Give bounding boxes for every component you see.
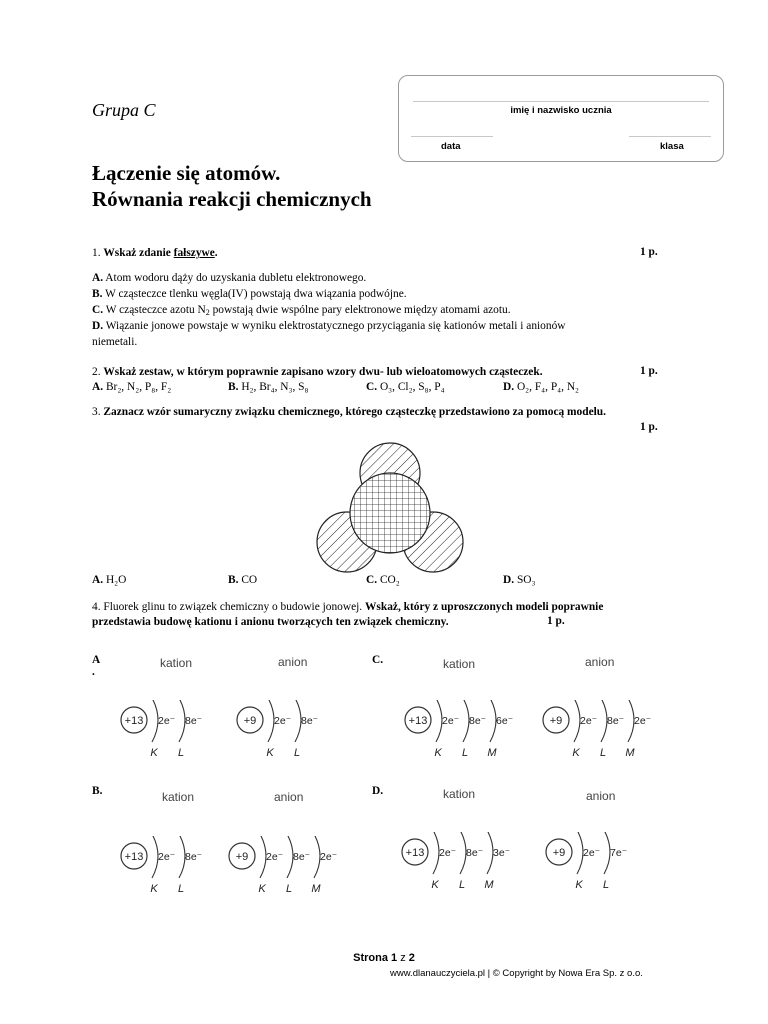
option-d-cation-diagram (399, 832, 539, 897)
q2-option-b[interactable]: B. H₂, Br₄, N₃, S₈ (228, 381, 309, 393)
nucleus-charge: +9 (243, 715, 257, 727)
copyright-line: www.dlanauczyciela.pl | © Copyright by Nowa Era Sp. z o.o. (390, 968, 643, 979)
option-c-anion-diagram (540, 700, 680, 765)
option-c-kation-label: kation (443, 657, 476, 671)
option-a-anion-label: anion (278, 655, 308, 669)
shell-electrons: 2e⁻ (583, 847, 601, 859)
date-line[interactable] (411, 136, 493, 137)
q1-points: 1 p. (640, 246, 658, 258)
q1-answer-d-cont: niemetali. (92, 336, 138, 348)
q4-prompt-line2: przedstawia budowę kationu i anionu tworzących ten związek chemiczny. (92, 616, 449, 628)
nucleus-charge: +9 (552, 847, 566, 859)
q4-option-d-letter[interactable]: D. (372, 785, 384, 797)
shell-electrons: 8e⁻ (293, 851, 311, 863)
title-line-1: Łączenie się atomów. (92, 161, 281, 185)
option-c-anion-label: anion (585, 655, 615, 669)
shell-label: L (602, 879, 610, 891)
option-a-anion-diagram (234, 700, 344, 765)
central-atom (350, 473, 430, 553)
shell-label: K (572, 747, 580, 759)
shell-label: M (487, 747, 497, 759)
shell-label: M (484, 879, 494, 891)
q4-option-a-letter[interactable]: A . (92, 654, 101, 678)
option-d-anion-label: anion (586, 789, 616, 803)
option-d-anion-diagram (543, 832, 653, 897)
option-a-cation-diagram (118, 700, 228, 765)
shell-electrons: 2e⁻ (442, 715, 460, 727)
shell-electrons: 2e⁻ (266, 851, 284, 863)
shell-electrons: 8e⁻ (301, 715, 319, 727)
q1-answer-c[interactable]: C. W cząsteczce azotu $N_2$ powstają dwie wspólne pary elektronowe między atomami azotu. (92, 304, 511, 317)
nucleus-charge: +13 (408, 715, 428, 727)
shell-label: M (311, 883, 321, 895)
shell-electrons: 8e⁻ (466, 847, 484, 859)
student-info-box (398, 75, 724, 162)
q1-answer-b[interactable]: B. W cząsteczce tlenku węgla(IV) powstają dwa wiązania podwójne. (92, 288, 407, 300)
q4-prompt-line1: 4. Fluorek glinu to związek chemiczny o budowie jonowej. Wskaż, który z uproszczonych modeli poprawnie (92, 601, 604, 613)
shell-label: L (461, 747, 469, 759)
q4-option-b-letter[interactable]: B. (92, 785, 103, 797)
nucleus-charge: +9 (235, 851, 249, 863)
shell-label: K (431, 879, 439, 891)
q3-points: 1 p. (640, 421, 658, 433)
q1-answers (92, 270, 682, 350)
q3-option-a[interactable]: A. H₂O (92, 574, 127, 586)
shell-label: L (458, 879, 466, 891)
shell-label: M (625, 747, 635, 759)
q3-prompt: 3. Zaznacz wzór sumaryczny związku chemicznego, którego cząsteczkę przedstawiono za pomocą modelu. (92, 406, 606, 418)
class-label: klasa (660, 141, 684, 152)
shell-electrons: 8e⁻ (185, 715, 203, 727)
shell-label: L (599, 747, 607, 759)
group-label: Grupa C (92, 100, 156, 120)
shell-label: L (293, 747, 301, 759)
shell-label: K (575, 879, 583, 891)
name-label: imię i nazwisko ucznia (510, 105, 612, 116)
shell-electrons: 8e⁻ (185, 851, 203, 863)
shell-electrons: 8e⁻ (607, 715, 625, 727)
option-b-anion-label: anion (274, 790, 304, 804)
shell-label: K (266, 747, 274, 759)
shell-electrons: 2e⁻ (158, 715, 176, 727)
option-b-anion-diagram (226, 836, 366, 901)
q3-option-c[interactable]: C. CO₂ (366, 574, 400, 586)
shell-label: L (177, 883, 185, 895)
q3-option-d[interactable]: D. SO₃ (503, 574, 536, 586)
class-line[interactable] (629, 136, 711, 137)
date-label: data (441, 141, 461, 152)
title-line-2: Równania reakcji chemicznych (92, 187, 372, 211)
nucleus-charge: +9 (549, 715, 563, 727)
q3-option-b[interactable]: B. CO (228, 574, 258, 586)
molecule-model (300, 438, 470, 578)
shell-label: K (258, 883, 266, 895)
shell-label: K (150, 883, 158, 895)
shell-electrons: 2e⁻ (274, 715, 292, 727)
shell-electrons: 2e⁻ (320, 851, 338, 863)
shell-electrons: 3e⁻ (493, 847, 511, 859)
page-number: Strona 1 z 2 (353, 952, 415, 964)
shell-electrons: 2e⁻ (580, 715, 598, 727)
q4-option-c-letter[interactable]: C. (372, 654, 384, 666)
q2-option-c[interactable]: C. O₃, Cl₂, S₈, P₄ (366, 381, 445, 393)
shell-label: K (434, 747, 442, 759)
option-a-kation-label: kation (160, 656, 193, 670)
shell-electrons: 6e⁻ (496, 715, 514, 727)
q2-option-d[interactable]: D. O₂, F₄, P₄, N₂ (503, 381, 580, 393)
shell-electrons: 7e⁻ (610, 847, 628, 859)
q2-points: 1 p. (640, 365, 658, 377)
shell-electrons: 8e⁻ (469, 715, 487, 727)
nucleus-charge: +13 (124, 715, 144, 727)
page-title (92, 160, 372, 212)
shell-label: L (285, 883, 293, 895)
q1-answer-a[interactable]: A. Atom wodoru dąży do uzyskania dubletu elektronowego. (92, 272, 367, 284)
option-c-cation-diagram (402, 700, 542, 765)
shell-label: L (177, 747, 185, 759)
name-line[interactable] (413, 101, 709, 102)
shell-electrons: 2e⁻ (158, 851, 176, 863)
option-b-cation-diagram (118, 836, 228, 901)
shell-electrons: 2e⁻ (634, 715, 652, 727)
q2-option-a[interactable]: A. Br₂, N₂, P₈, F₂ (92, 381, 172, 393)
shell-electrons: 2e⁻ (439, 847, 457, 859)
q2-prompt: 2. Wskaż zestaw, w którym poprawnie zapisano wzory dwu- lub wieloatomowych cząsteczek. (92, 366, 543, 378)
shell-label: K (150, 747, 158, 759)
option-d-kation-label: kation (443, 787, 476, 801)
q1-prompt: 1. Wskaż zdanie fałszywe. (92, 247, 218, 259)
q4-points: 1 p. (547, 615, 565, 627)
option-b-kation-label: kation (162, 790, 195, 804)
nucleus-charge: +13 (405, 847, 425, 859)
q1-answer-d[interactable]: D. Wiązanie jonowe powstaje w wyniku elektrostatycznego przyciągania się kationów metali i anionów (92, 320, 566, 332)
nucleus-charge: +13 (124, 851, 144, 863)
